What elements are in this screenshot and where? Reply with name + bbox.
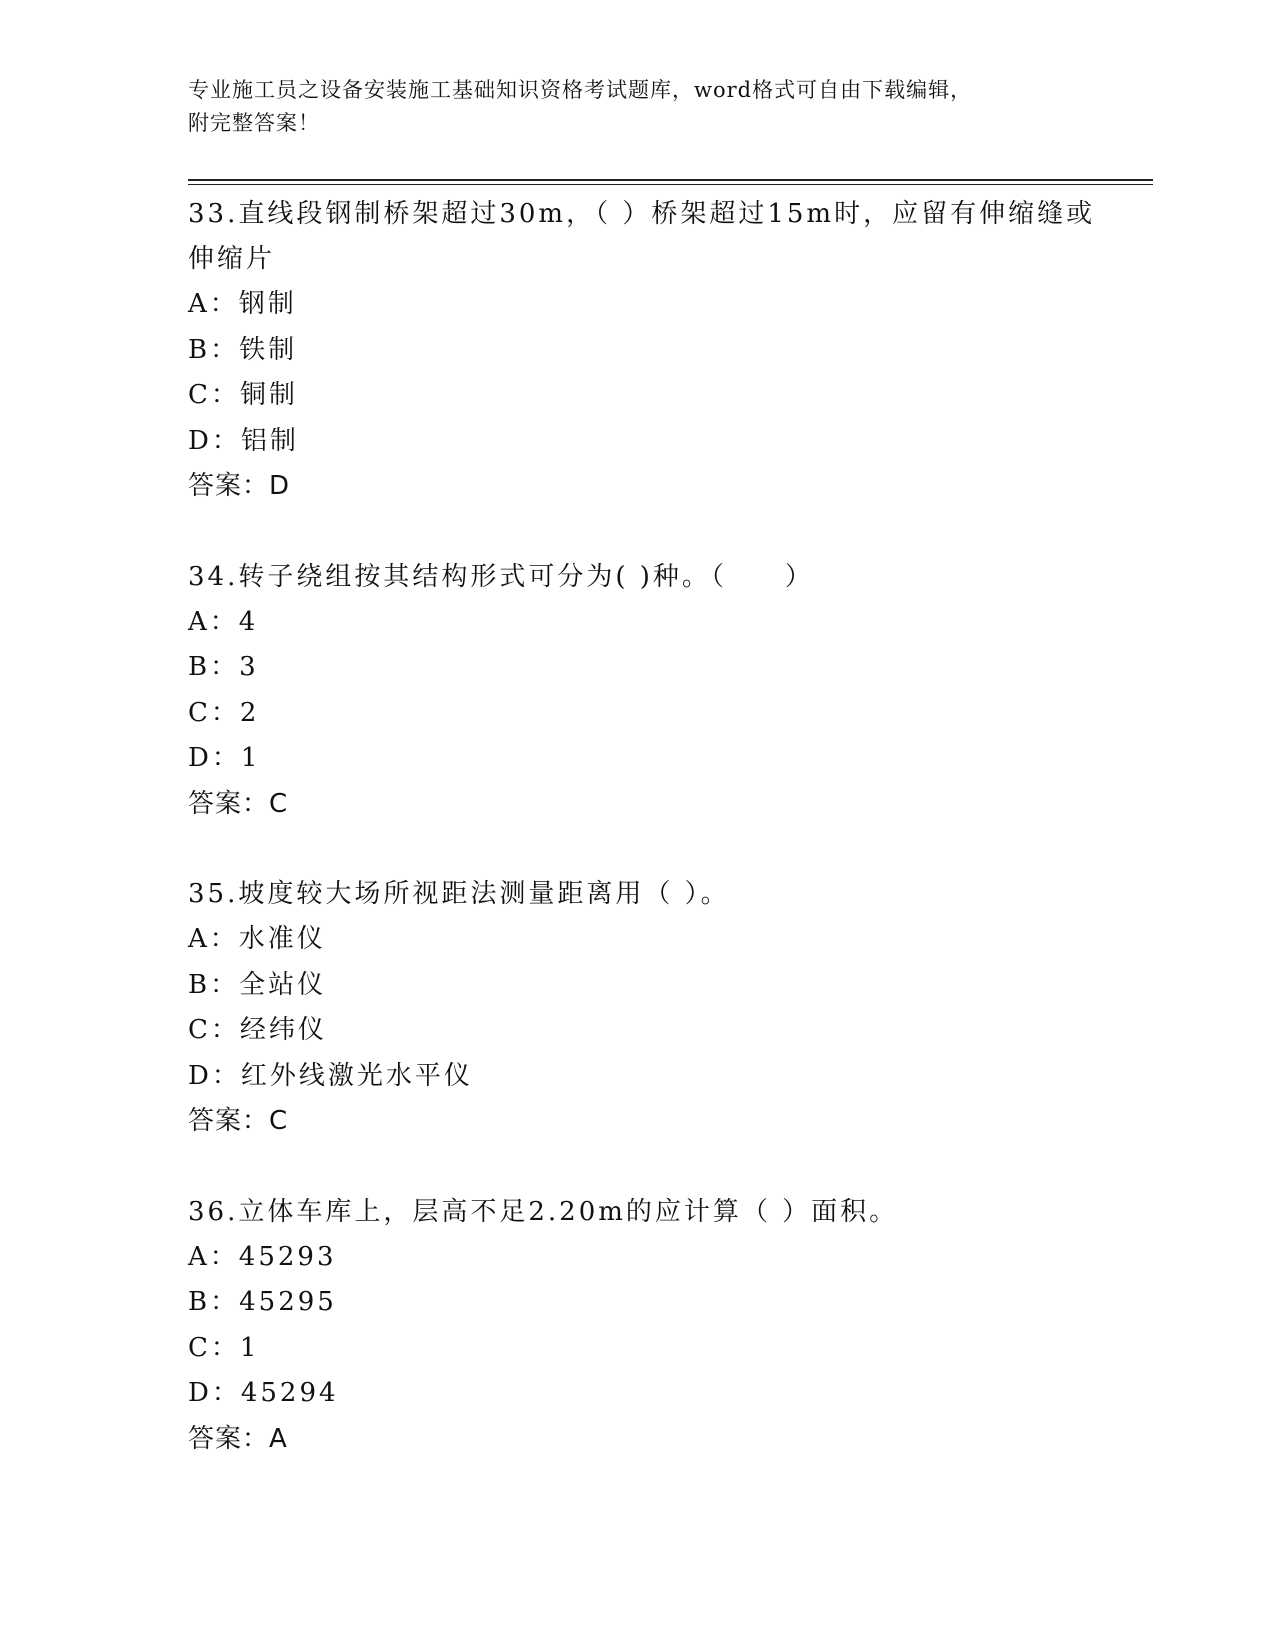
answer-line: 答案：A (188, 1423, 288, 1454)
option-a: A：水准仪 (188, 924, 326, 954)
header-line: 附完整答案！ (188, 111, 320, 135)
answer-line: 答案：D (188, 471, 291, 501)
header-divider-thick (188, 179, 1153, 181)
header-divider-thin (188, 184, 1153, 185)
document-header (188, 74, 1068, 140)
question-33 (188, 192, 1108, 510)
question-34 (188, 555, 1108, 828)
question-stem: 35.坡度较大场所视距法测量距离用（ ）。 (188, 879, 730, 909)
question-stem: 33.直线段钢制桥架超过30m，（ ）桥架超过15m时，应留有伸缩缝或 (188, 199, 1096, 229)
option-d: D：45294 (188, 1378, 339, 1408)
option-b: B：3 (188, 652, 259, 682)
option-d: D：1 (188, 743, 261, 773)
answer-line: 答案：C (188, 1106, 289, 1136)
option-d: D：铝制 (188, 425, 299, 456)
option-c: C：经纬仪 (188, 1015, 327, 1045)
option-a: A：钢制 (188, 289, 297, 319)
option-d: D：红外线激光水平仪 (188, 1060, 473, 1091)
header-line: 专业施工员之设备安装施工基础知识资格考试题库，word格式可自由下载编辑， (188, 78, 973, 102)
option-a: A：4 (188, 606, 259, 637)
question-36 (188, 1190, 1108, 1463)
option-c: C：铜制 (188, 380, 298, 410)
option-c: C：2 (188, 697, 260, 728)
option-b: B：45295 (188, 1287, 337, 1317)
answer-line: 答案：C (188, 788, 289, 819)
option-a: A：45293 (188, 1241, 337, 1272)
question-stem: 36.立体车库上，层高不足2.20m的应计算（ ）面积。 (188, 1196, 899, 1227)
option-b: B：铁制 (188, 334, 298, 365)
question-35 (188, 872, 1108, 1145)
option-c: C：1 (188, 1332, 260, 1363)
question-stem: 伸缩片 (188, 244, 276, 274)
question-list (188, 192, 1108, 1507)
question-stem: 34.转子绕组按其结构形式可分为( )种。（ ） (188, 561, 814, 592)
option-b: B：全站仪 (188, 969, 327, 1000)
